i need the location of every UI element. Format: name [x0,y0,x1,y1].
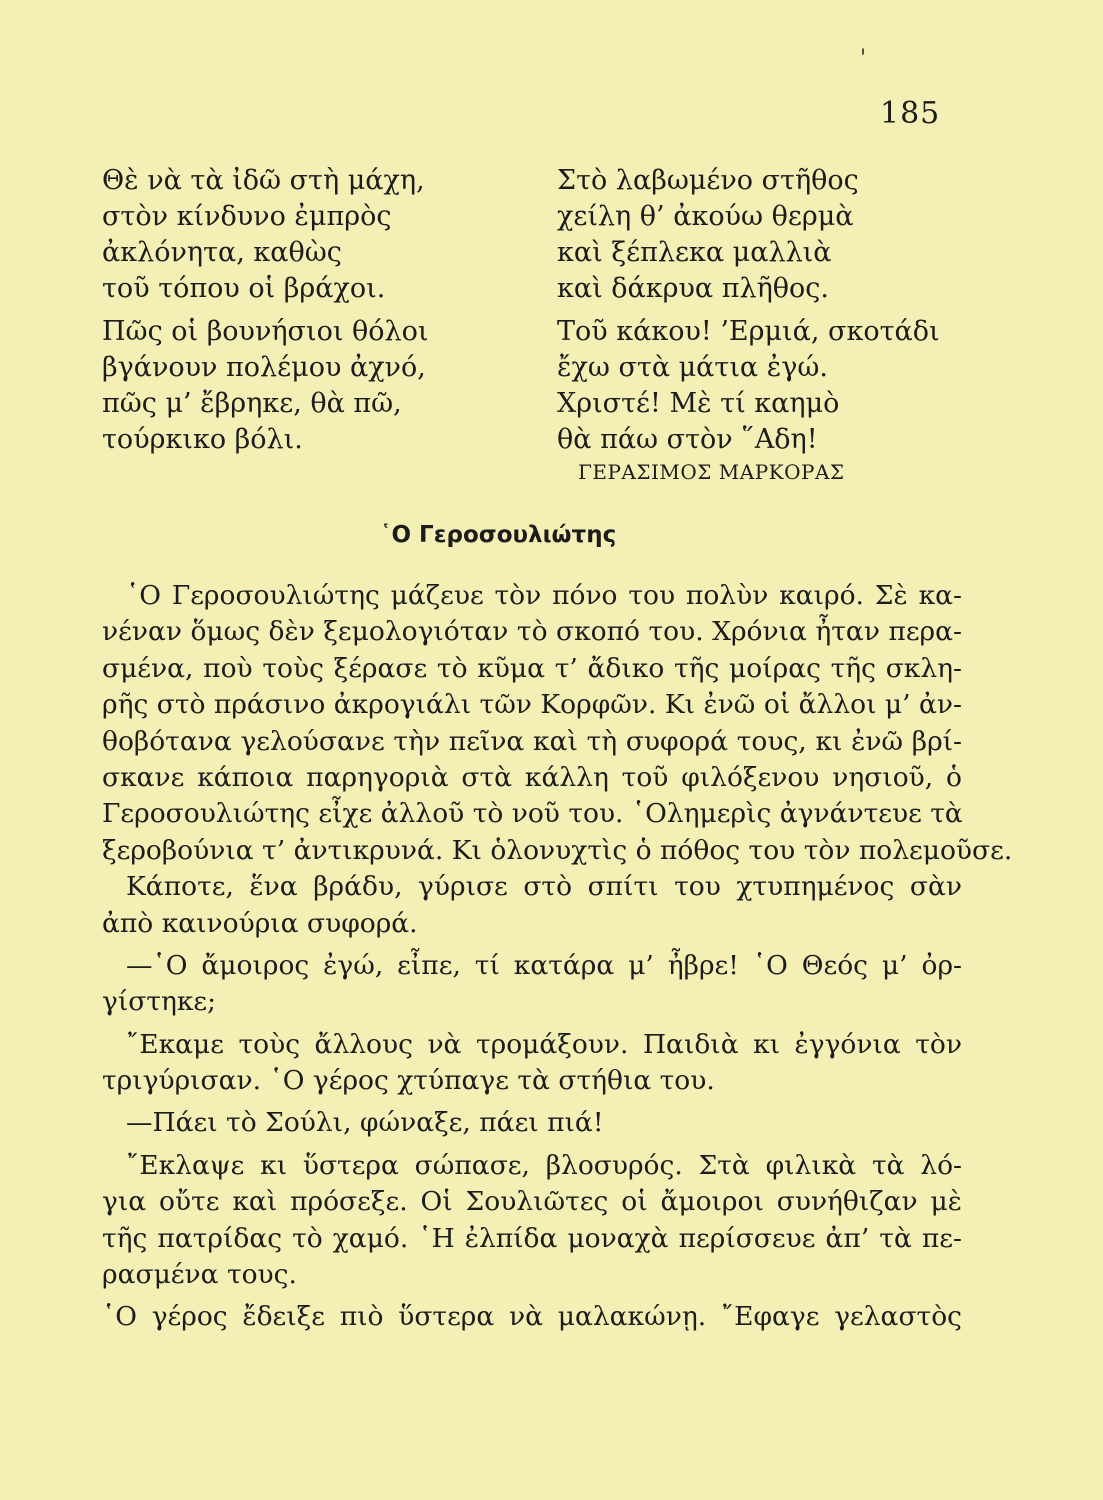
text-line: τριγύρισαν. ῾Ο γέρος χτύπαγε τὰ στήθια του. [102,1065,715,1097]
text-line: —῾Ο ἄμοιρος ἐγώ, εἶπε, τί κατάρα μ’ ἦβρε! ῾Ο Θεός μ’ ὀρ- [126,949,962,981]
text-line: ἀπὸ καινούρια συφορά. [102,907,418,939]
text-line: σμένα, ποὺ τοὺς ξέρασε τὸ κῦμα τ’ ἄδικο τῆς μοίρας τῆς σκλη- [102,652,962,684]
verse-line: Χριστέ! Μὲ τί καημὸ [557,388,840,419]
verse-line: πῶς μ’ ἔβρηκε, θὰ πῶ, [102,388,402,419]
page-number: 185 [880,96,941,131]
verse-line: ἔχω στὰ μάτια ἐγώ. [557,352,828,383]
text-line: Κάποτε, ἕνα βράδυ, γύρισε στὸ σπίτι του χτυπημένος σὰν [126,871,962,903]
verse-line: θὰ πάω στὸν ῞Αδη! [557,424,818,455]
text-line: τῆς πατρίδας τὸ χαμό. ῾Η ἐλπίδα μοναχὰ περίσσευε ἀπ’ τὰ πε- [102,1222,962,1254]
text-line: Γεροσουλιώτης εἶχε ἀλλοῦ τὸ νοῦ του. ῾Ολημερὶς ἀγνάντευε τὰ [102,798,963,830]
text-line: ῾Ο Γεροσουλιώτης μάζευε τὸν πόνο του πολὺν καιρό. Σὲ κα- [126,580,962,611]
verse-line: τούρκικο βόλι. [102,424,303,455]
margin-mark: ' [860,46,867,71]
poem-stanza-right-2 [557,314,940,458]
text-line: σκανε κάποια παρηγοριὰ στὰ κάλλη τοῦ φιλόξενου νησιοῦ, ὁ [102,761,962,793]
text-line: —Πάει τὸ Σούλι, φώναξε, πάει πιά! [126,1107,604,1139]
text-line: ῾Ο γέρος ἔδειξε πιὸ ὕστερα νὰ μαλακώνῃ. ῎Εφαγε γελαστὸς [102,1301,962,1333]
verse-line: τοῦ τόπου οἱ βράχοι. [102,273,386,304]
text-line: θοβότανα γελούσανε τὴν πεῖνα καὶ τὴ συφορά τους, κι ἐνῶ βρί- [102,725,962,757]
text-line: ῎Εκαμε τοὺς ἄλλους νὰ τρομάξουν. Παιδιὰ κι ἐγγόνια τὸν [126,1028,962,1060]
text-line: για οὔτε καὶ πρόσεξε. Οἱ Σουλιῶτες οἱ ἄμοιροι συνήθιζαν μὲ [102,1186,962,1218]
verse-line: χείλη θ’ ἀκούω θερμὰ [557,201,854,232]
story-title: ῾Ο Γεροσουλιώτης [380,522,617,548]
poem-stanza-left-2 [102,314,428,458]
text-line: νέναν ὅμως δὲν ξεμολογιόταν τὸ σκοπό του. Χρόνια ἦταν περα- [102,616,962,648]
verse-line: καὶ ξέπλεκα μαλλιὰ [557,237,832,268]
verse-line: Στὸ λαβωμένο στῆθος [557,165,859,196]
verse-line: στὸν κίνδυνο ἐμπρὸς [102,201,392,232]
text-line: ρασμένα τους. [102,1259,297,1291]
text-line: γίστηκε; [102,986,217,1018]
poem-stanza-right-1 [557,163,859,307]
verse-line: βγάνουν πολέμου ἀχνό, [102,352,426,383]
text-line: ῎Εκλαψε κι ὕστερα σώπασε, βλοσυρός. Στὰ φιλικὰ τὰ λό- [126,1149,962,1181]
verse-line: καὶ δάκρυα πλῆθος. [557,273,829,304]
verse-line: Θὲ νὰ τὰ ἰδῶ στὴ μάχη, [102,165,425,196]
verse-line: ἀκλόνητα, καθὼς [102,237,342,268]
verse-line: Τοῦ κάκου! ’Ερμιά, σκοτάδι [557,316,940,347]
verse-line: Πῶς οἱ βουνήσιοι θόλοι [102,316,429,347]
story-body [102,578,1013,1336]
text-line: ρῆς στὸ πράσινο ἀκρογιάλι τῶν Κορφῶν. Κι ἐνῶ οἱ ἄλλοι μ’ ἀν- [102,689,962,721]
poem-signature: ΓΕΡΑΣΙΜΟΣ ΜΑΡΚΟΡΑΣ [578,460,845,484]
poem-stanza-left-1 [102,163,425,307]
text-line: ξεροβούνια τ’ ἀντικρυνά. Κι ὁλονυχτὶς ὁ πόθος του τὸν πολεμοῦσε. [102,834,1013,866]
